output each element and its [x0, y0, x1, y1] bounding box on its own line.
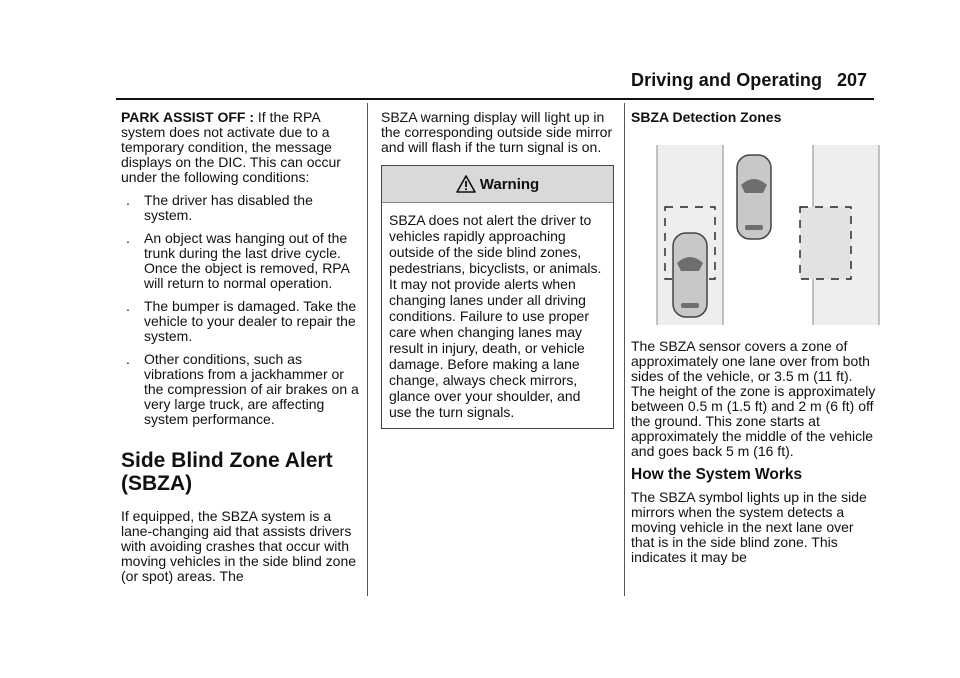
bullet-mark: .: [126, 192, 130, 208]
running-header-title: Driving and Operating: [631, 70, 823, 90]
warning-box: [381, 165, 614, 429]
list-item-text: An object was hanging out of the trunk during the last drive cycle. Once the object is removed, RPA will return to normal operation.: [144, 230, 350, 291]
bullet-mark: .: [126, 230, 130, 246]
message-label: PARK ASSIST OFF :: [121, 109, 254, 125]
right-detection-zone: [800, 207, 851, 279]
column-left: [121, 110, 361, 592]
car-host-vehicle-icon: [737, 155, 771, 239]
sbza-detection-zones-figure: [653, 139, 888, 329]
sbza-intro-paragraph: If equipped, the SBZA system is a lane-changing aid that assists drivers with avoiding crashes that occur with moving vehicles in the side blind zone (or spot) areas. The: [121, 508, 357, 584]
figure-caption: SBZA Detection Zones: [631, 109, 782, 125]
bullet-mark: .: [126, 298, 130, 314]
car-left-lane-icon: [673, 233, 707, 317]
how-it-works-paragraph: The SBZA symbol lights up in the side mirrors when the system detects a moving vehicle in the next lane over that is in the side blind zone. This indicates it may be: [631, 489, 867, 565]
column-divider: [624, 103, 625, 596]
message-description: If the RPA system does not activate due to a temporary condition, the message displays on the DIC. This can occur under the following conditions:: [121, 109, 341, 185]
warning-title: Warning: [479, 175, 540, 193]
list-item: [121, 231, 361, 291]
list-item-text: The driver has disabled the system.: [144, 192, 313, 223]
column-right: [631, 110, 876, 573]
subsection-heading: How the System Works: [631, 466, 803, 483]
list-item: [121, 299, 361, 344]
bullet-mark: .: [126, 351, 130, 367]
warning-triangle-icon: [456, 175, 476, 193]
list-item: [121, 352, 361, 427]
sensor-coverage-paragraph: The SBZA sensor covers a zone of approximately one lane over from both sides of the vehicle, or 3.5 m (11 ft). The height of the zone is approximately between 0.5 m (1.5 ft) and 2 m (6 ft) off the ground. This zone starts at approximately the middle of the vehicle and goes back 5 m (16 ft).: [631, 338, 876, 459]
list-item-text: Other conditions, such as vibrations from a jackhammer or the compression of air brakes on a very large truck, are affecting system performance.: [144, 351, 359, 427]
header-rule: [116, 98, 874, 100]
page-number: 207: [837, 70, 868, 90]
sbza-display-paragraph: SBZA warning display will light up in the corresponding outside side mirror and will flash if the turn signal is on.: [381, 109, 613, 155]
section-heading: Side Blind Zone Alert (SBZA): [121, 449, 333, 495]
park-assist-off-paragraph: [121, 110, 361, 185]
column-divider: [367, 103, 368, 596]
list-item: [121, 193, 361, 223]
column-middle: [381, 110, 616, 429]
warning-header: [382, 166, 613, 203]
warning-text: SBZA does not alert the driver to vehicles rapidly approaching outside of the side blind zones, pedestrians, bicyclists, or animals. It may not provide alerts when changing lanes under all driving conditions. Failure to use proper care when changing lanes may result in injury, death, or vehicle damage. Before making a lane change, always check mirrors, glance over your shoulder, and use the turn signals.: [389, 212, 602, 420]
list-item-text: The bumper is damaged. Take the vehicle to your dealer to repair the system.: [144, 298, 357, 344]
